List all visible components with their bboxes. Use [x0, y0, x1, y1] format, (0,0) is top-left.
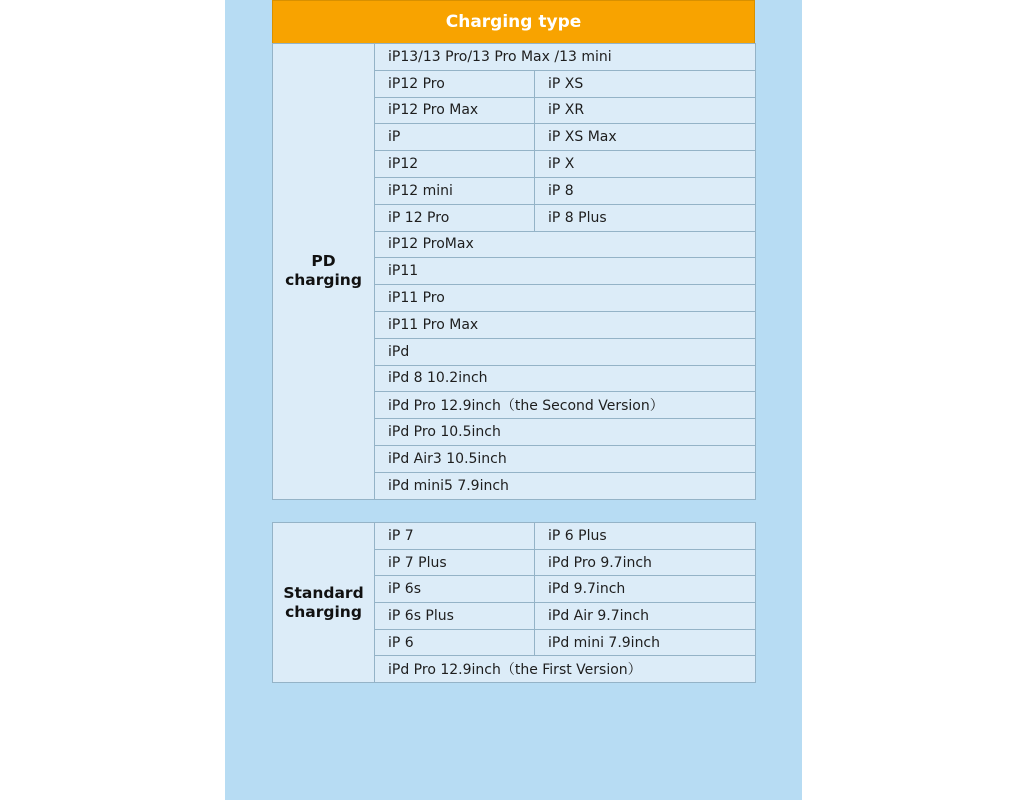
- standard-charging-label: [273, 523, 375, 683]
- table-cell: iP12 Pro Max: [375, 97, 535, 124]
- table-cell: iP11: [375, 258, 756, 285]
- table-cell: iP XR: [535, 97, 756, 124]
- header-title: Charging type: [445, 12, 582, 32]
- table-cell: iPd Air 9.7inch: [535, 603, 756, 630]
- table-cell: iP12 mini: [375, 177, 535, 204]
- table-row: [273, 523, 756, 550]
- table-cell: iP 7: [375, 523, 535, 550]
- table-cell: iP 6s: [375, 576, 535, 603]
- pd-label-line2: charging: [285, 271, 362, 290]
- table-cell: iPd 9.7inch: [535, 576, 756, 603]
- pd-charging-label: [273, 44, 375, 500]
- table-cell: iP XS: [535, 70, 756, 97]
- table-cell: iPd: [375, 338, 756, 365]
- table-cell: iP 6 Plus: [535, 523, 756, 550]
- table-cell: iP 8: [535, 177, 756, 204]
- charging-type-header: [272, 0, 755, 43]
- table-cell: iPd mini5 7.9inch: [375, 472, 756, 499]
- table-cell: iPd Pro 12.9inch（the Second Version）: [375, 392, 756, 419]
- table-cell: iP 6s Plus: [375, 603, 535, 630]
- table-cell: iP11 Pro: [375, 285, 756, 312]
- table-row: [273, 44, 756, 71]
- table-cell: iP 7 Plus: [375, 549, 535, 576]
- table-cell: iP: [375, 124, 535, 151]
- table-cell: iP 8 Plus: [535, 204, 756, 231]
- pd-label-line1: PD: [311, 252, 336, 271]
- standard-label-line2: charging: [285, 602, 362, 621]
- table-cell: iP12: [375, 151, 535, 178]
- table-cell: iP11 Pro Max: [375, 311, 756, 338]
- table-cell: iP XS Max: [535, 124, 756, 151]
- standard-table-body: [273, 523, 756, 683]
- standard-label-line1: Standard: [283, 583, 364, 602]
- table-cell: iPd Pro 12.9inch（the First Version）: [375, 656, 756, 683]
- table-cell: iPd Pro 10.5inch: [375, 419, 756, 446]
- table-cell: iPd 8 10.2inch: [375, 365, 756, 392]
- table-cell: iP12 ProMax: [375, 231, 756, 258]
- pd-table-body: [273, 44, 756, 500]
- pd-charging-table: [272, 43, 756, 500]
- table-cell: iP X: [535, 151, 756, 178]
- table-cell: iPd mini 7.9inch: [535, 629, 756, 656]
- table-cell: iP 6: [375, 629, 535, 656]
- table-cell: iP 12 Pro: [375, 204, 535, 231]
- table-cell: iPd Pro 9.7inch: [535, 549, 756, 576]
- table-cell: iP13/13 Pro/13 Pro Max /13 mini: [375, 44, 756, 71]
- table-cell: iP12 Pro: [375, 70, 535, 97]
- standard-charging-table: [272, 522, 756, 683]
- table-cell: iPd Air3 10.5inch: [375, 445, 756, 472]
